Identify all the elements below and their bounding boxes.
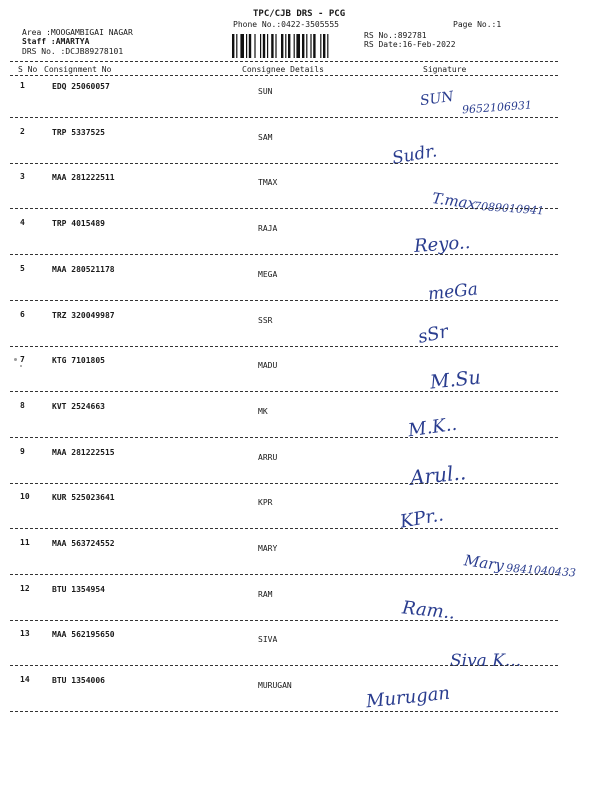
- row-separator: [10, 483, 558, 484]
- column-consignee: Consignee Details: [242, 65, 324, 74]
- row-consignee-name: MURUGAN: [258, 681, 292, 691]
- rs-number: RS No.:892781: [364, 31, 427, 40]
- row-consignment-number: TRP 4015489: [52, 219, 105, 229]
- row-consignee-name: RAJA: [258, 224, 278, 234]
- row-consignment-number: KTG 7101805: [52, 356, 105, 366]
- header-top-separator: [10, 61, 558, 62]
- row-sno: 10: [20, 492, 30, 502]
- document-title: TPC/CJB DRS - PCG: [253, 9, 346, 19]
- row-consignee-name: MADU: [258, 361, 278, 371]
- row-signature: SUN: [419, 88, 455, 110]
- row-consignment-number: BTU 1354006: [52, 676, 105, 686]
- page-number: Page No.:1: [453, 20, 502, 29]
- row-sno: 2: [20, 126, 25, 136]
- column-consignment: Consignment No: [44, 65, 112, 74]
- row-sno: 7: [20, 355, 25, 365]
- row-separator: [10, 391, 558, 392]
- scan-speck: [14, 358, 17, 361]
- area-label: Area :MOOGAMBIGAI NAGAR: [22, 28, 133, 37]
- row-consignee-name: KPR: [258, 498, 273, 508]
- row-separator: [10, 620, 558, 621]
- row-consignment-number: EDQ 25060057: [52, 82, 110, 91]
- row-signature: Sudr.: [390, 140, 439, 169]
- row-consignee-name: SAM: [258, 132, 273, 142]
- row-consignment-number: TRP 5337525: [52, 127, 105, 137]
- staff-label: Staff :AMARTYA: [22, 37, 90, 46]
- row-sno: 11: [20, 538, 30, 547]
- row-separator: [10, 163, 558, 164]
- barcode: [232, 34, 360, 58]
- row-consignee-name: TMAX: [258, 178, 278, 188]
- row-consignment-number: MAA 563724552: [52, 539, 115, 548]
- row-consignee-name: ARRU: [258, 452, 278, 462]
- row-consignment-number: MAA 281222515: [52, 447, 115, 457]
- row-signature-phone: 9652106931: [461, 98, 533, 117]
- row-consignment-number: KVT 2524663: [52, 401, 105, 411]
- row-signature: Mary: [462, 551, 506, 575]
- row-separator: [10, 208, 558, 209]
- row-consignee-name: SUN: [258, 87, 273, 96]
- row-separator: [10, 254, 558, 255]
- row-sno: 5: [20, 263, 25, 273]
- row-sno: 9: [20, 446, 25, 456]
- row-separator: [10, 528, 558, 529]
- row-signature: M.Su: [428, 366, 482, 394]
- row-consignment-number: MAA 562195650: [52, 630, 115, 640]
- row-consignment-number: MAA 281222511: [52, 173, 115, 183]
- row-signature: Arul..: [408, 459, 468, 490]
- row-separator: [10, 346, 558, 347]
- row-consignee-name: MEGA: [258, 269, 278, 279]
- row-sno: 14: [20, 675, 30, 685]
- row-signature: Ram..: [401, 596, 457, 624]
- row-sno: 4: [20, 218, 25, 228]
- row-separator: [10, 711, 558, 712]
- row-signature: KPr..: [398, 504, 446, 533]
- row-consignment-number: KUR 525023641: [52, 493, 115, 503]
- row-sno: 3: [20, 172, 25, 182]
- row-signature: M.K..: [406, 413, 459, 442]
- row-consignee-name: SSR: [258, 315, 273, 325]
- row-consignee-name: RAM: [258, 589, 273, 599]
- row-signature: T.max: [430, 189, 478, 214]
- row-separator: [10, 117, 558, 118]
- row-consignee-name: MARY: [258, 544, 278, 553]
- scan-speck: [20, 365, 22, 367]
- phone-number: Phone No.:0422-3505555: [233, 20, 339, 29]
- row-sno: 12: [20, 583, 30, 593]
- row-sno: 1: [20, 81, 25, 90]
- row-signature-phone: 9841040433: [505, 561, 577, 580]
- row-consignee-name: SIVA: [258, 635, 278, 645]
- row-separator: [10, 437, 558, 438]
- row-consignee-name: MK: [258, 406, 268, 416]
- row-sno: 13: [20, 629, 30, 639]
- row-consignment-number: BTU 1354954: [52, 584, 105, 594]
- row-signature: Siva K...: [450, 651, 522, 672]
- row-consignment-number: MAA 280521178: [52, 264, 115, 274]
- header-bottom-separator: [10, 75, 558, 76]
- row-separator: [10, 300, 558, 301]
- drs-number: DRS No. :DCJB89278101: [22, 47, 124, 56]
- row-signature: sSr: [416, 320, 451, 348]
- row-signature: meGa: [427, 279, 479, 305]
- row-signature-phone: 7089010941: [473, 199, 545, 218]
- row-separator: [10, 665, 558, 666]
- row-signature: Murugan: [365, 682, 451, 713]
- row-sno: 6: [20, 309, 25, 319]
- row-signature: Reyo..: [413, 232, 472, 258]
- column-signature: Signature: [423, 65, 467, 74]
- rs-date: RS Date:16-Feb-2022: [364, 40, 456, 49]
- row-separator: [10, 574, 558, 575]
- row-sno: 8: [20, 400, 25, 410]
- column-sno: S No: [18, 65, 38, 74]
- row-consignment-number: TRZ 320049987: [52, 310, 115, 320]
